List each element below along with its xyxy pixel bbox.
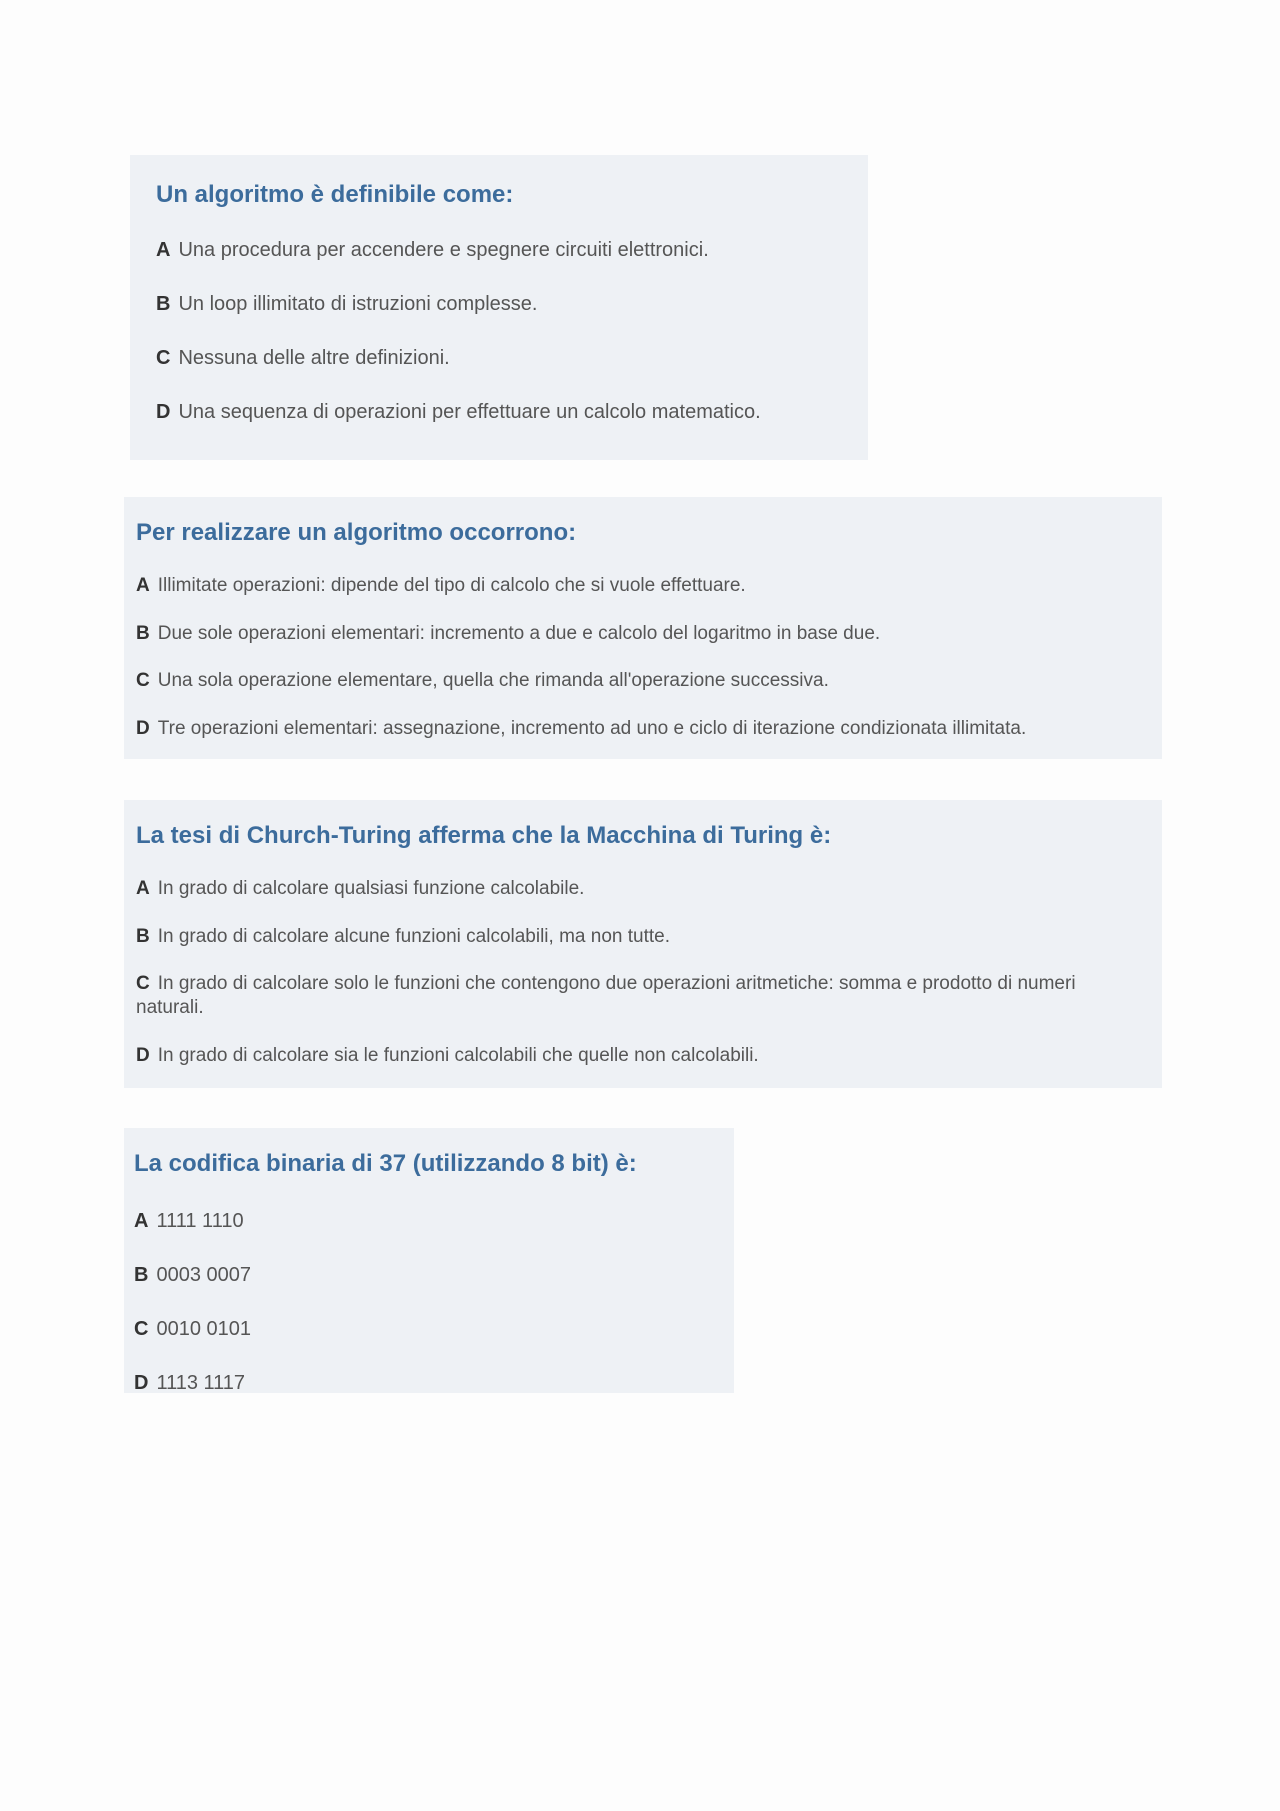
option-letter: B bbox=[134, 1263, 149, 1286]
option-d[interactable] bbox=[156, 400, 844, 425]
option-text: Una sequenza di operazioni per effettuare un calcolo matematico. bbox=[178, 400, 761, 423]
option-letter: D bbox=[156, 400, 171, 423]
option-text: Due sole operazioni elementari: incremento a due e calcolo del logaritmo in base due. bbox=[157, 622, 881, 644]
options-list bbox=[136, 574, 1148, 741]
option-b[interactable] bbox=[136, 622, 1148, 646]
option-letter: D bbox=[134, 1371, 149, 1394]
option-letter: D bbox=[136, 718, 150, 740]
option-d[interactable] bbox=[136, 717, 1148, 741]
option-text: In grado di calcolare qualsiasi funzione calcolabile. bbox=[157, 877, 585, 899]
question-card bbox=[124, 1128, 734, 1393]
question-card bbox=[124, 800, 1162, 1088]
option-letter: C bbox=[156, 346, 171, 369]
option-b[interactable] bbox=[136, 925, 1148, 949]
question-title: La tesi di Church-Turing afferma che la Macchina di Turing è: bbox=[136, 822, 832, 849]
option-letter: C bbox=[136, 670, 150, 692]
option-text: In grado di calcolare alcune funzioni calcolabili, ma non tutte. bbox=[157, 925, 670, 947]
option-text: Nessuna delle altre definizioni. bbox=[178, 346, 450, 369]
question-title: Per realizzare un algoritmo occorrono: bbox=[136, 519, 577, 546]
options-list bbox=[136, 877, 1148, 1068]
option-a[interactable] bbox=[156, 238, 844, 263]
option-letter: A bbox=[136, 574, 150, 596]
question-title: Un algoritmo è definibile come: bbox=[156, 181, 514, 208]
option-text: Una sola operazione elementare, quella che rimanda all'operazione successiva. bbox=[157, 670, 829, 692]
option-text: 1113 1117 bbox=[156, 1371, 246, 1394]
option-b[interactable] bbox=[156, 292, 844, 317]
option-c[interactable] bbox=[156, 346, 844, 371]
option-text: Tre operazioni elementari: assegnazione, incremento ad uno e ciclo di iterazione condizionata illimitata. bbox=[157, 718, 1027, 740]
option-letter: C bbox=[134, 1317, 149, 1340]
options-list bbox=[134, 1209, 720, 1396]
option-c[interactable] bbox=[136, 669, 1148, 693]
question-title: La codifica binaria di 37 (utilizzando 8 bit) è: bbox=[134, 1150, 637, 1177]
option-text: Un loop illimitato di istruzioni complesse. bbox=[178, 292, 538, 315]
question-card bbox=[124, 497, 1162, 759]
option-text: 1111 1110 bbox=[156, 1209, 244, 1232]
question-card bbox=[130, 155, 868, 460]
option-letter: B bbox=[136, 622, 150, 644]
option-text: In grado di calcolare solo le funzioni che contengono due operazioni aritmetiche: somma e prodotto di numeri naturali. bbox=[136, 973, 1076, 1019]
option-text: 0010 0101 bbox=[156, 1317, 251, 1340]
option-letter: A bbox=[136, 877, 150, 899]
option-letter: C bbox=[136, 973, 150, 995]
options-list bbox=[156, 238, 844, 425]
option-letter: B bbox=[156, 292, 171, 315]
option-d[interactable] bbox=[136, 1044, 1148, 1068]
option-letter: A bbox=[134, 1209, 149, 1232]
option-letter: B bbox=[136, 925, 150, 947]
option-text: In grado di calcolare sia le funzioni calcolabili che quelle non calcolabili. bbox=[157, 1044, 759, 1066]
option-b[interactable] bbox=[134, 1263, 720, 1288]
option-letter: D bbox=[136, 1044, 150, 1066]
option-a[interactable] bbox=[136, 574, 1148, 598]
option-letter: A bbox=[156, 238, 171, 261]
option-text: Illimitate operazioni: dipende del tipo di calcolo che si vuole effettuare. bbox=[157, 574, 746, 596]
option-d[interactable] bbox=[134, 1371, 720, 1396]
option-a[interactable] bbox=[134, 1209, 720, 1234]
option-text: 0003 0007 bbox=[156, 1263, 251, 1286]
option-c[interactable] bbox=[134, 1317, 720, 1342]
option-a[interactable] bbox=[136, 877, 1148, 901]
option-text: Una procedura per accendere e spegnere circuiti elettronici. bbox=[178, 238, 709, 261]
option-c[interactable] bbox=[136, 972, 1148, 1020]
